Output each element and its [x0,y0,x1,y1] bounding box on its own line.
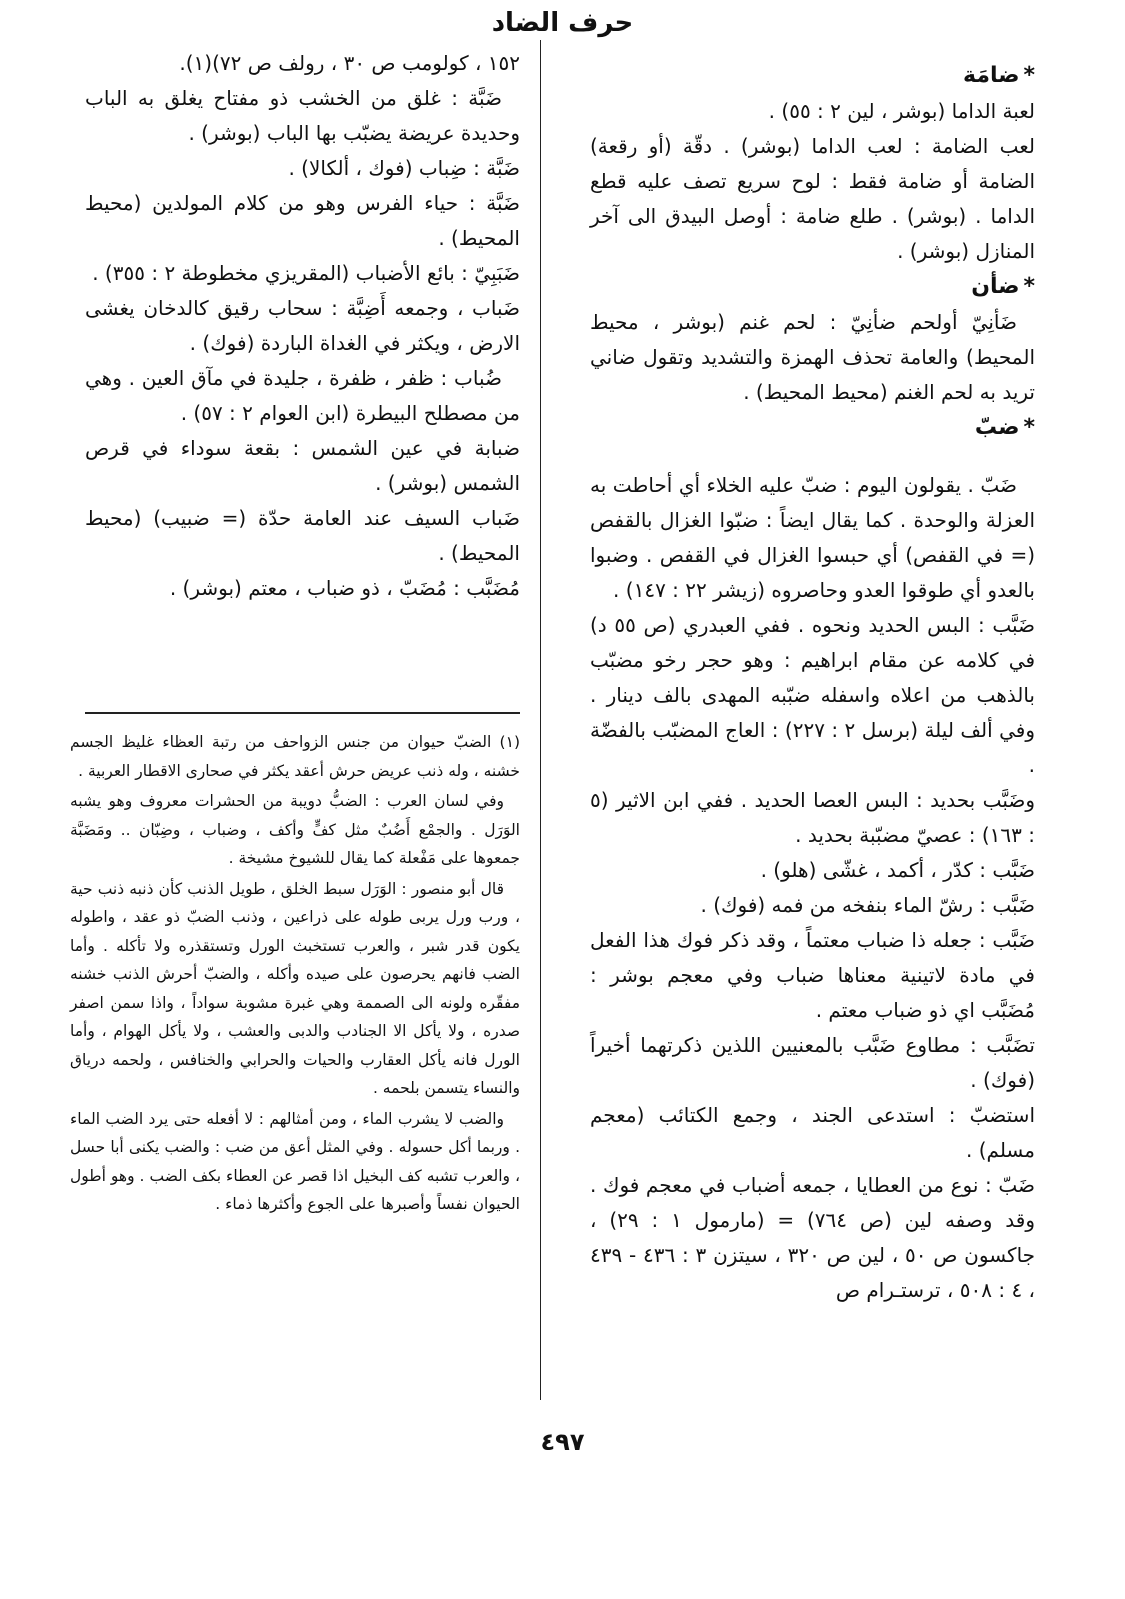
entry-text: ضُباب : ظفر ، ظفرة ، جليدة في مآق العين . وهي من مصطلح البيطرة (ابن العوام ٢ : ٥٧) . [85,366,520,425]
entry-text: ضَباب السيف عند العامة حدّة (= ضبيب) (محيط المحيط) . [85,506,520,565]
footnote-paragraph: وفي لسان العرب : الضبُّ دويبة من الحشرات معروف وهو يشبه الوَرَل . والجمْع أَضُبٌ مثل كفٍّ وأكف ، وضباب ، وضِبّان .. ومَضَبَّة جمعوها على مَفْعلة كما يقال للشيوخ مشيخة . [70,792,520,867]
page-number: ٤٩٧ [540,1428,585,1456]
entry-text: ضَبّ : نوع من العطايا ، جمعه أضباب في معجم فوك . وقد وصفه لين (ص ٧٦٤) = (مارمول ١ : ٢٩) ، جاكسون ص ٥٠ ، لين ص ٣٢٠ ، سيتزن ٣ : ٤٣٦ - ٤٣٩ ، ٤ : ٥٠٨ ، ترستـرام ص [590,1173,1036,1302]
entry-text: ضَبَّة : غلق من الخشب ذو مفتاح يغلق به الباب وحديدة عريضة يضبّب بها الباب (بوشر) . [85,86,520,145]
right-column [590,58,1035,1308]
entry-text: ضَبّ . يقولون اليوم : ضبّ عليه الخلاء أي أحاطت به العزلة والوحدة . كما يقال ايضاً : ضبّوا الغزال بالقفص (= في القفص) أي حبسوا الغزال في القفص . وضبوا بالعدو أي طوقوا العدو وحاصروه (زيشر ٢٢ : ١٤٧) . [590,473,1035,602]
entry-text: ضَبَّة : ضِباب (فوك ، ألكالا) . [288,156,520,180]
entry-headword-daan: *ضأن [971,274,1035,299]
entry-text: مُضَبَّب : مُضَبّ ، ذو ضباب ، معتم (بوشر) . [169,576,520,600]
entry-headword-dama: *ضامَة [963,63,1035,88]
footnote-paragraph: (١) الضبّ حيوان من جنس الزواحف من رتبة العظاء غليظ الجسم خشنه ، وله ذنب عريض حرش أعقد يكثر في صحارى الاقطار العربية . [70,733,520,780]
left-column [85,46,520,606]
entry-text: ضَبَبِيّ : بائع الأضباب (المقريزي مخطوطة ٢ : ٣٥٥) . [92,261,520,285]
entry-text: تضَبَّب : مطاوع ضَبَّب بالمعنيين اللذين ذكرتهما أخيراً (فوك) . [590,1033,1035,1092]
entry-text: ضَبَّب : جعله ذا ضباب معتماً ، وقد ذكر فوك هذا الفعل في مادة لاتينية معناها ضباب وفي معجم بوشر : مُضَبَّب اي ذو ضباب معتم . [590,928,1035,1022]
entry-text: ضَبَّب : البس الحديد ونحوه . ففي العبدري (ص ٥٥ د) في كلامه عن مقام ابراهيم : وهو حجر رخو مضبّب بالذهب من اعلاه واسفله ضبّبه المهدى بالف دينار . وفي ألف ليلة (برسل ٢ : ٢٢٧) : العاج المضبّب بالفضّة . [590,613,1036,777]
entry-text: ضَبَّب : رشّ الماء بنفخه من فمه (فوك) . [700,893,1035,917]
footnote-paragraph: قال أبو منصور : الوَرَل سبط الخلق ، طويل الذنب كأن ذنبه ذنب حية ، ورب ورل يربى طوله على ذراعين ، وذنب الضبّ ذو عقد ، واطوله يكون قدر شبر ، والعرب تستخبث الورل وتستقذره ولا تأكله . وأما الضب فانهم يحرصون على صيده وأكله ، والضبّ أحرش الذنب خشنه مفقّره ولونه الى الصممة وهي غبرة مشوبة سواداً ، واذا سمن اصفر صدره ، ولا يأكل الا الجنادب والدبى والعشب ، ولا يأكل الهوام ، وأما الورل فانه يأكل العقارب والحيات والحرابي والخنافس ، ولحمه درياق والنساء يتسمن بلحمه . [70,879,520,1097]
page-header: حرف الضاد [491,8,634,38]
entry-text: لعب الضامة : لعب الداما (بوشر) . دقّة (أو رقعة) الضامة أو ضامة فقط : لوح سريع تصف عليه قطع الداما . (بوشر) . طلع ضامة : أوصل البيدق الى آخر المنازل (بوشر) . [590,134,1035,263]
entry-text: وضَبَّب بحديد : البس العصا الحديد . ففي ابن الاثير (٥ : ١٦٣) : عصيّ مضبّبة بحديد . [590,788,1035,847]
footnote [70,728,520,1221]
footnote-divider [85,712,520,714]
entry-text: ضَأنِيّ أولحم ضأنِيّ : لحم غنم (بوشر ، محيط المحيط) والعامة تحذف الهمزة والتشديد وتقول ضاني تريد به لحم الغنم (محيط المحيط) . [590,310,1035,404]
entry-text: لعبة الداما (بوشر ، لين ٢ : ٥٥) . [768,99,1035,123]
entry-text: ضَبَّب : كدّر ، أكمد ، غشّى (هلو) . [760,858,1035,882]
entry-text: ضَباب ، وجمعه أَضِبَّة : سحاب رقيق كالدخان يغشى الارض ، ويكثر في الغداة الباردة (فوك) . [85,296,520,355]
entry-text: ضَبَّة : حياء الفرس وهو من كلام المولدين (محيط المحيط) . [85,191,520,250]
entry-text: استضبّ : استدعى الجند ، وجمع الكتائب (معجم مسلم) . [590,1103,1035,1162]
footnote-paragraph: والضب لا يشرب الماء ، ومن أمثالهم : لا أفعله حتى يرد الضب الماء . وربما أكل حسوله . وفي المثل أعق من ضب : والضب يكنى أبا حسل ، والعرب تشبه كف البخيل اذا قصر عن العطاء بكف الضب . وهو أطول الحيوان نفساً وأصبرها على الجوع وأكثرها ذماء . [70,1109,520,1213]
entry-text: ١٥٢ ، كولومب ص ٣٠ ، رولف ص ٧٢)(١). [179,51,520,75]
entry-text: ضبابة في عين الشمس : بقعة سوداء في قرص الشمس (بوشر) . [85,436,520,495]
column-divider [540,40,541,1400]
entry-headword-dabb: *ضبّ [974,415,1035,440]
